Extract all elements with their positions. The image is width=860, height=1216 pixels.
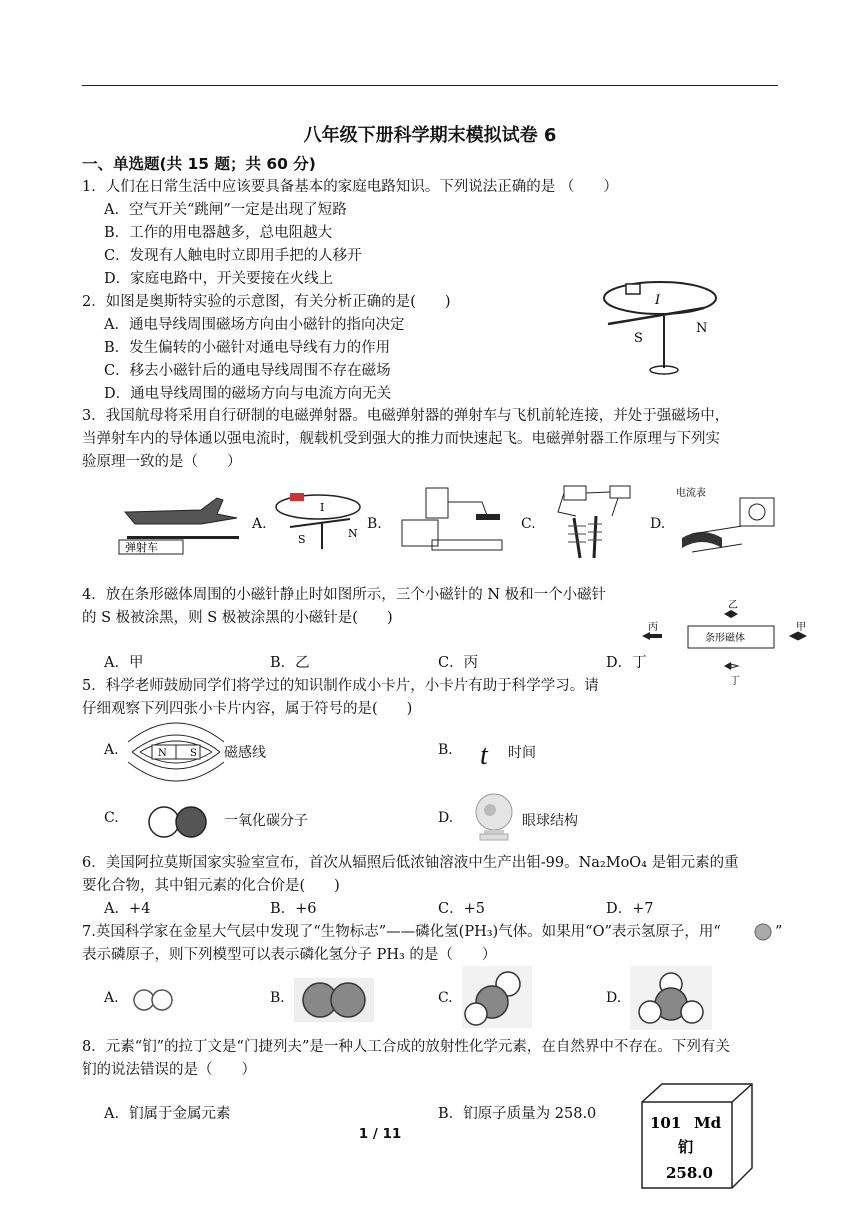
q3-stem-line1: 3．我国航母将采用自行研制的电磁弹射器。电磁弹射器的弹射车与飞机前轮连接，并处于强磁场中， [82, 408, 730, 424]
q5-option-c[interactable]: C. [104, 810, 119, 826]
q5-option-d-caption: 眼球结构 [522, 813, 578, 829]
element-name: 钔 [678, 1138, 694, 1156]
q2-option-d[interactable]: D．通电导线周围的磁场方向与电流方向无关 [104, 386, 392, 402]
q8-option-a[interactable]: A．钔属于金属元素 [104, 1106, 231, 1122]
oersted-current-label: I [655, 293, 661, 308]
q8-stem-line2: 钔的说法错误的是（ ） [82, 1062, 256, 1078]
q4-label-right: 甲 [796, 622, 806, 633]
element-mass: 258.0 [666, 1164, 713, 1182]
q4-option-d[interactable]: D．丁 [606, 655, 647, 671]
q3-fig-c [552, 482, 640, 562]
q3-option-a[interactable]: A. [252, 516, 267, 532]
q7-option-c[interactable]: C. [438, 990, 453, 1006]
q2-option-c[interactable]: C．移去小磁针后的通电导线周围不存在磁场 [104, 363, 391, 379]
element-symbol: Md [694, 1114, 722, 1132]
q4-label-top: 乙 [728, 600, 738, 611]
q4-option-c[interactable]: C．丙 [438, 655, 479, 671]
q7-stem-line2: 表示磷原子，则下列模型可以表示磷化氢分子 PH₃ 的是（ ） [82, 947, 497, 963]
q1-option-b[interactable]: B．工作的用电器越多，总电阻越大 [104, 225, 333, 241]
q7-model-d [630, 966, 712, 1030]
q3-option-b[interactable]: B. [367, 516, 382, 532]
oersted-s-label: S [634, 331, 643, 346]
q7-option-a[interactable]: A. [104, 990, 119, 1006]
q6-option-c[interactable]: C．+5 [438, 901, 485, 917]
q5-option-b[interactable]: B. [438, 742, 453, 758]
oersted-figure [598, 268, 723, 380]
q8-stem-line1: 8．元素“钔”的拉丁文是“门捷列夫”是一种人工合成的放射性化学元素，在自然界中不存在。下列有关 [82, 1039, 730, 1055]
q1-option-a[interactable]: A．空气开关“跳闸”一定是出现了短路 [104, 202, 347, 218]
q6-stem-line2: 要化合物，其中钼元素的化合价是( ) [82, 878, 340, 894]
q5-option-c-caption: 一氧化碳分子 [224, 813, 308, 829]
q7-model-c [462, 966, 532, 1028]
q3-stem-line3: 验原理一致的是（ ） [82, 454, 242, 470]
q3-fig-b [392, 484, 512, 560]
q2-option-a[interactable]: A．通电导线周围磁场方向由小磁针的指向决定 [104, 317, 405, 333]
page-title: 八年级下册科学期末模拟试卷 6 [303, 125, 557, 146]
q6-option-b[interactable]: B．+6 [270, 901, 317, 917]
q3-stem-line2: 当弹射车内的导体通以强电流时，舰载机受到强大的推力而快速起飞。电磁弹射器工作原理与下列实 [82, 431, 720, 447]
q3-option-c[interactable]: C. [521, 516, 536, 532]
q3-option-d[interactable]: D. [650, 516, 666, 532]
q5-stem-line1: 5．科学老师鼓励同学们将学过的知识制作成小卡片，小卡片有助于科学学习。请 [82, 678, 599, 694]
eyeball-model-figure [472, 792, 516, 844]
q2-stem: 2．如图是奥斯特实验的示意图，有关分析正确的是( ) [82, 294, 451, 310]
q3-fig-a-s: S [298, 533, 306, 546]
element-number: 101 [650, 1114, 682, 1132]
q1-option-c[interactable]: C．发现有人触电时立即用手把的人移开 [104, 248, 362, 264]
q5-field-lines-figure [126, 722, 226, 782]
q5-magnet-s: S [190, 748, 197, 759]
q3-fig-a-current: I [320, 501, 325, 514]
catapult-caption: 弹射车 [125, 541, 158, 554]
q3-fig-a-n: N [348, 527, 358, 540]
q5-magnet-n: N [158, 748, 167, 759]
q4-label-bottom: 丁 [730, 676, 740, 687]
q7-model-a [128, 984, 178, 1016]
oersted-n-label: N [696, 321, 708, 336]
q1-option-d[interactable]: D．家庭电路中，开关要接在火线上 [104, 271, 334, 287]
q3-fig-d [672, 482, 784, 562]
q5-option-d[interactable]: D. [438, 810, 454, 826]
q4-label-left: 丙 [648, 622, 658, 633]
q5-time-symbol: t [480, 740, 488, 771]
q3-fig-a [270, 485, 368, 553]
q4-magnet-label: 条形磁体 [705, 633, 745, 644]
q5-option-a-caption: 磁感线 [224, 745, 266, 761]
q6-stem-line1: 6．美国阿拉莫斯国家实验室宣布，首次从辐照后低浓铀溶液中生产出钼-99。Na₂MoO₄ 是钼元素的重 [82, 855, 739, 871]
q7-stem-close-quote: ” [775, 924, 783, 940]
page-number: 1 / 11 [358, 1126, 402, 1142]
catapult-figure [105, 488, 245, 556]
q4-magnet-figure [638, 598, 818, 688]
q8-option-b[interactable]: B．钔原子质量为 258.0 [438, 1106, 597, 1122]
co-molecule-model [144, 804, 214, 840]
q7-option-d[interactable]: D. [606, 990, 622, 1006]
phosphorus-atom-icon [752, 922, 774, 942]
q4-option-a[interactable]: A．甲 [104, 655, 144, 671]
q3-fig-d-label: 电流表 [676, 488, 706, 499]
q7-model-b [294, 978, 374, 1022]
q1-stem: 1．人们在日常生活中应该要具备基本的家庭电路知识。下列说法正确的是 （ ） [82, 179, 618, 195]
header-rule [82, 85, 778, 86]
q4-option-b[interactable]: B．乙 [270, 655, 310, 671]
q7-option-b[interactable]: B. [270, 990, 285, 1006]
q4-stem-line2: 的 S 极被涂黑，则 S 极被涂黑的小磁针是( ) [82, 610, 393, 626]
q6-option-a[interactable]: A．+4 [104, 901, 151, 917]
q5-stem-line2: 仔细观察下列四张小卡片内容，属于符号的是( ) [82, 701, 413, 717]
q5-option-a[interactable]: A. [104, 742, 119, 758]
q2-option-b[interactable]: B．发生偏转的小磁针对通电导线有力的作用 [104, 340, 391, 356]
q7-stem-line1: 7.英国科学家在金星大气层中发现了“生物标志”——磷化氢(PH₃)气体。如果用“O”表示氢原子，用“ [82, 924, 721, 940]
q5-option-b-caption: 时间 [508, 745, 536, 761]
q6-option-d[interactable]: D．+7 [606, 901, 654, 917]
section-heading: 一、单选题(共 15 题；共 60 分) [82, 155, 316, 173]
q4-stem-line1: 4．放在条形磁体周围的小磁针静止时如图所示，三个小磁针的 N 极和一个小磁针 [82, 587, 607, 603]
